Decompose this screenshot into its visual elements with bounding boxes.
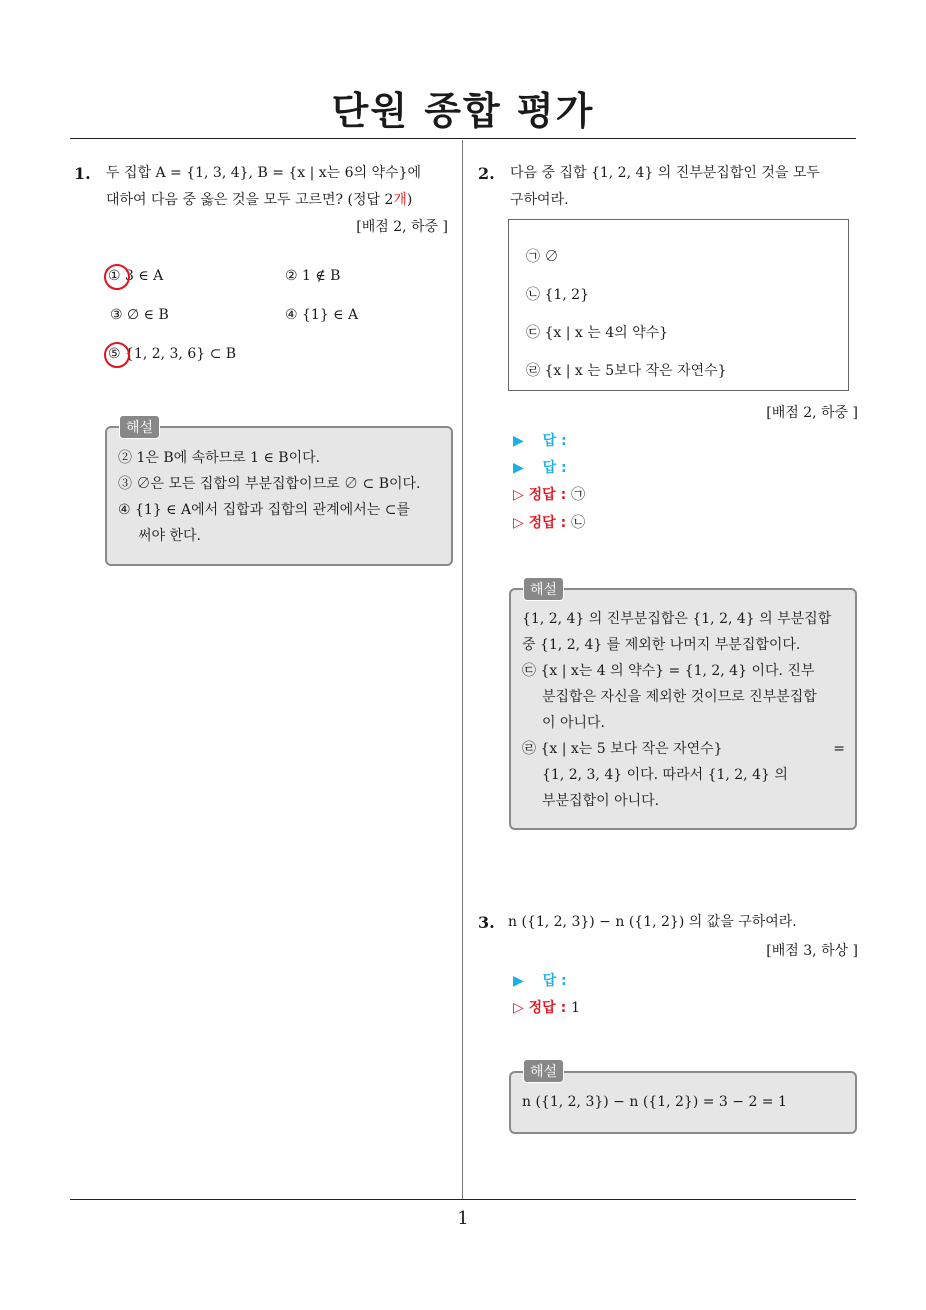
q2-question bbox=[510, 160, 860, 214]
q2-solution-line: 이 아니다. bbox=[542, 715, 605, 731]
q3-question: n ({1, 2, 3}) − n ({1, 2}) 의 값을 구하여라. bbox=[508, 914, 797, 930]
footer-divider bbox=[70, 1199, 856, 1200]
q1-solution-line: ② 1은 B에 속하므로 1 ∈ B이다. bbox=[118, 450, 321, 466]
q3-correct-label: 정답 : bbox=[528, 1000, 567, 1016]
q2-score: [배점 2, 하중 ] bbox=[766, 405, 858, 421]
page-number: 1 bbox=[457, 1208, 469, 1229]
q2-correct-row-2 bbox=[513, 512, 585, 532]
q2-choices-box bbox=[508, 219, 849, 391]
q1-score: [배점 2, 하중 ] bbox=[356, 219, 448, 235]
q3-correct-row bbox=[513, 997, 580, 1017]
q2-correct-label: 정답 : bbox=[528, 515, 567, 531]
q1-number: 1. bbox=[74, 164, 91, 183]
q2-solution-line: {1, 2, 4} 의 진부분집합은 {1, 2, 4} 의 부분집합 bbox=[522, 611, 832, 627]
q2-answer-row-1[interactable] bbox=[513, 430, 567, 450]
q2-correct-value: ㉡ bbox=[571, 515, 586, 531]
q2-item-1: ㉠ ∅ bbox=[526, 249, 559, 265]
q2-solution-line: 부분집합이 아니다. bbox=[542, 793, 660, 809]
q1-option-2[interactable]: ② 1 ∉ B bbox=[285, 268, 341, 284]
q2-answer-row-2[interactable] bbox=[513, 457, 567, 477]
q2-solution-tag: 해설 bbox=[523, 577, 564, 601]
page-title: 단원 종합 평가 bbox=[331, 89, 595, 133]
outline-triangle-icon: ▷ bbox=[513, 1000, 524, 1016]
q1-text-line1: 두 집합 A = {1, 3, 4}, B = {x | x는 6의 약수}에 bbox=[106, 165, 422, 181]
q2-solution-body bbox=[522, 606, 845, 814]
q2-solution-line: 분집합은 자신을 제외한 것이므로 진부분집합 bbox=[542, 689, 817, 705]
q2-correct-label: 정답 : bbox=[528, 487, 567, 503]
q2-item-2: ㉡ {1, 2} bbox=[526, 287, 589, 303]
q2-solution-line: 중 {1, 2, 4} 를 제외한 나머지 부분집합이다. bbox=[522, 637, 801, 653]
q1-solution-line: ④ {1} ∈ A에서 집합과 집합의 관계에서는 ⊂를 bbox=[118, 502, 410, 518]
q1-solution-tag: 해설 bbox=[119, 415, 160, 439]
q3-number: 3. bbox=[478, 913, 495, 932]
q1-text-line2: 대하여 다음 중 옳은 것을 모두 고르면? (정답 2개) bbox=[106, 192, 413, 208]
q2-item-3: ㉢ {x | x 는 4의 약수} bbox=[526, 325, 669, 341]
outline-triangle-icon: ▷ bbox=[513, 515, 524, 531]
q2-solution-line: ㉣ {x | x는 5 보다 작은 자연수} = bbox=[522, 741, 845, 757]
q1-option-5-selected-mark bbox=[104, 342, 130, 368]
q2-solution-line: ㉢ {x | x는 4 의 약수} = {1, 2, 4} 이다. 진부 bbox=[522, 663, 815, 679]
title-divider bbox=[70, 138, 856, 139]
q1-option-4[interactable]: ④ {1} ∈ A bbox=[285, 307, 359, 323]
play-triangle-icon: ▶ bbox=[513, 433, 524, 449]
q2-answer-label: 답 : bbox=[542, 460, 567, 476]
q1-question bbox=[106, 160, 456, 214]
q2-answer-label: 답 : bbox=[542, 433, 567, 449]
play-triangle-icon: ▶ bbox=[513, 460, 524, 476]
q2-solution-line: {1, 2, 3, 4} 이다. 따라서 {1, 2, 4} 의 bbox=[542, 767, 788, 783]
q3-solution-tag: 해설 bbox=[523, 1059, 564, 1083]
outline-triangle-icon: ▷ bbox=[513, 487, 524, 503]
play-triangle-icon: ▶ bbox=[513, 973, 524, 989]
q2-text-line2: 구하여라. bbox=[510, 192, 569, 208]
q1-count-highlight: 개 bbox=[393, 192, 407, 208]
q1-solution-body bbox=[118, 445, 448, 549]
q2-correct-value: ㉠ bbox=[571, 487, 586, 503]
q2-correct-row-1 bbox=[513, 484, 585, 504]
q1-solution-line: 써야 한다. bbox=[138, 528, 201, 544]
q3-score: [배점 3, 하상 ] bbox=[766, 943, 858, 959]
q1-solution-line: ③ ∅은 모든 집합의 부분집합이므로 ∅ ⊂ B이다. bbox=[118, 476, 421, 492]
q1-option-1[interactable]: ① 3 ∈ A bbox=[108, 268, 164, 284]
q1-option-3[interactable]: ③ ∅ ∈ B bbox=[110, 307, 169, 323]
q2-number: 2. bbox=[478, 164, 495, 183]
column-divider bbox=[462, 140, 463, 1200]
q2-text-line1: 다음 중 집합 {1, 2, 4} 의 진부분집합인 것을 모두 bbox=[510, 165, 820, 181]
q1-option-1-selected-mark bbox=[104, 264, 130, 290]
q3-answer-row[interactable] bbox=[513, 970, 567, 990]
q1-option-5[interactable]: ⑤ {1, 2, 3, 6} ⊂ B bbox=[108, 346, 237, 362]
q3-correct-value: 1 bbox=[571, 1000, 580, 1016]
q3-solution-line: n ({1, 2, 3}) − n ({1, 2}) = 3 − 2 = 1 bbox=[522, 1094, 787, 1110]
q2-item-4: ㉣ {x | x 는 5보다 작은 자연수} bbox=[526, 363, 727, 379]
q3-answer-label: 답 : bbox=[542, 973, 567, 989]
